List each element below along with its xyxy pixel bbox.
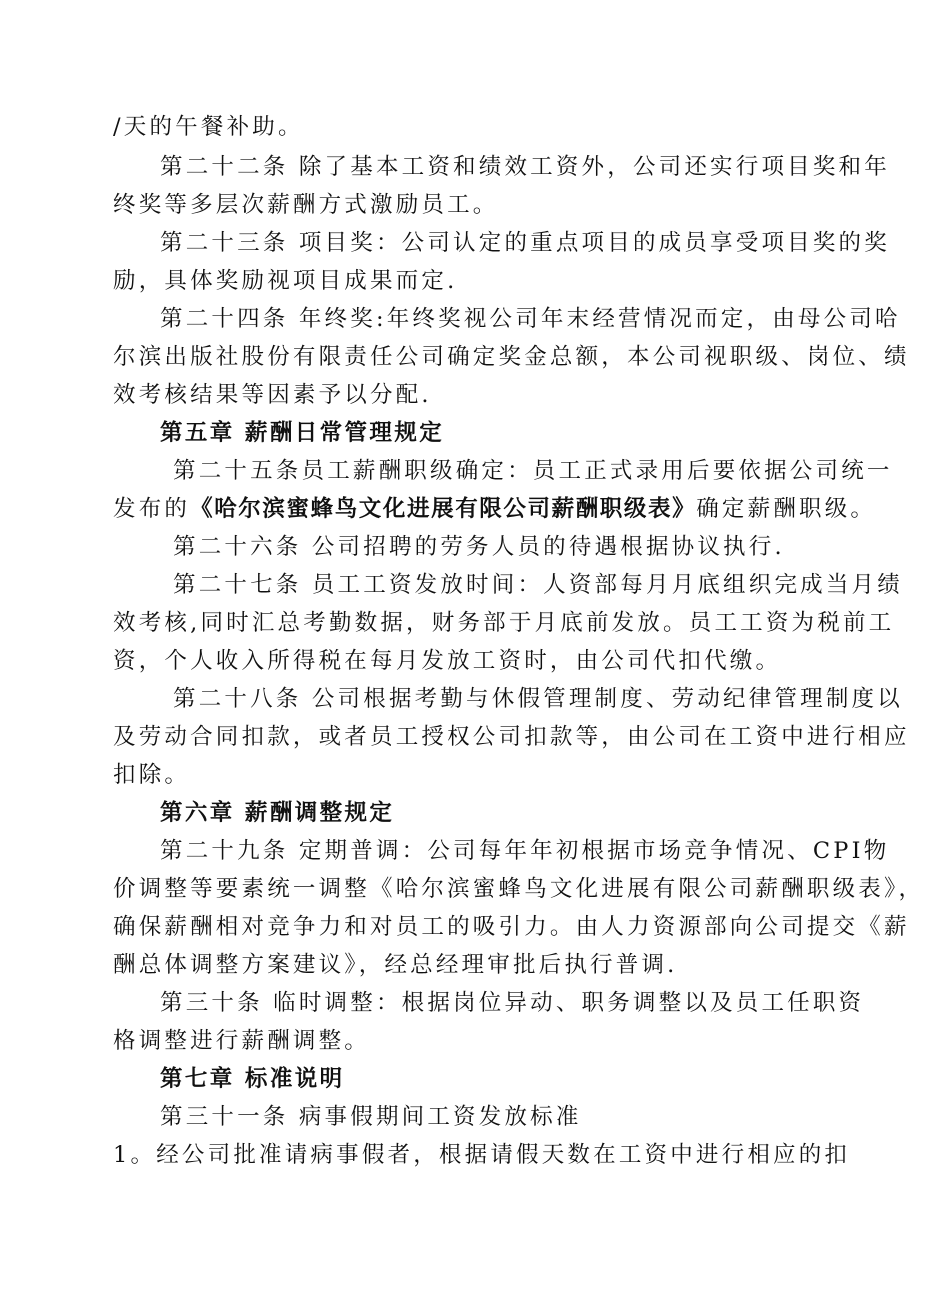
article-25: 第二十五条员工薪酬职级确定：员工正式录用后要依据公司统一 [173,458,893,484]
article-28: 第二十八条 公司根据考勤与休假管理制度、劳动纪律管理制度以 [173,686,903,712]
text-line: 格调整进行薪酬调整。 [113,1028,371,1054]
text-fragment: 发布的 [113,496,191,522]
article-23: 第二十三条 项目奖：公司认定的重点项目的成员享受项目奖的奖 [160,230,890,256]
text-fragment: 确定薪酬职级。 [696,496,877,522]
text-line [113,494,876,524]
text-line: 酬总体调整方案建议》，经总经理审批后执行普调. [113,952,678,978]
text-line: 效考核结果等因素予以分配. [113,382,432,408]
text-line: 1。经公司批准请病事假者，根据请假天数在工资中进行相应的扣 [113,1142,851,1168]
chapter-6-heading: 第六章 薪酬调整规定 [160,800,395,826]
text-line: 确保薪酬相对竞争力和对员工的吸引力。由人力资源部向公司提交《薪 [113,914,910,940]
article-30: 第三十条 临时调整：根据岗位异动、职务调整以及员工任职资 [160,990,865,1016]
article-29: 第二十九条 定期普调：公司每年年初根据市场竞争情况、CPI物 [160,838,890,864]
article-24: 第二十四条 年终奖:年终奖视公司年末经营情况而定，由母公司哈 [160,306,901,332]
article-31: 第三十一条 病事假期间工资发放标准 [160,1104,582,1130]
article-26: 第二十六条 公司招聘的劳务人员的待遇根据协议执行. [173,534,785,560]
chapter-7-heading: 第七章 标准说明 [160,1066,345,1092]
text-line: 尔滨出版社股份有限责任公司确定奖金总额，本公司视职级、岗位、绩 [113,344,910,370]
chapter-5-heading: 第五章 薪酬日常管理规定 [160,420,445,446]
text-line: 励，具体奖励视项目成果而定. [113,268,458,294]
salary-grade-table-title: 《哈尔滨蜜蜂鸟文化进展有限公司薪酬职级表》 [190,496,697,522]
article-27: 第二十七条 员工工资发放时间：人资部每月月底组织完成当月绩 [173,572,903,598]
text-line: 扣除。 [113,762,191,788]
article-22: 第二十二条 除了基本工资和绩效工资外，公司还实行项目奖和年 [160,154,890,180]
text-line: 终奖等多层次薪酬方式激励员工。 [113,192,499,218]
text-line: /天的午餐补助。 [113,114,304,140]
text-line: 资，个人收入所得税在每月发放工资时，由公司代扣代缴。 [113,648,782,674]
text-line: 价调整等要素统一调整《哈尔滨蜜蜂鸟文化进展有限公司薪酬职级表》， [113,876,925,902]
text-line: 及劳动合同扣款，或者员工授权公司扣款等，由公司在工资中进行相应 [113,724,910,750]
text-line: 效考核,同时汇总考勤数据，财务部于月底前发放。员工工资为税前工 [113,610,895,636]
